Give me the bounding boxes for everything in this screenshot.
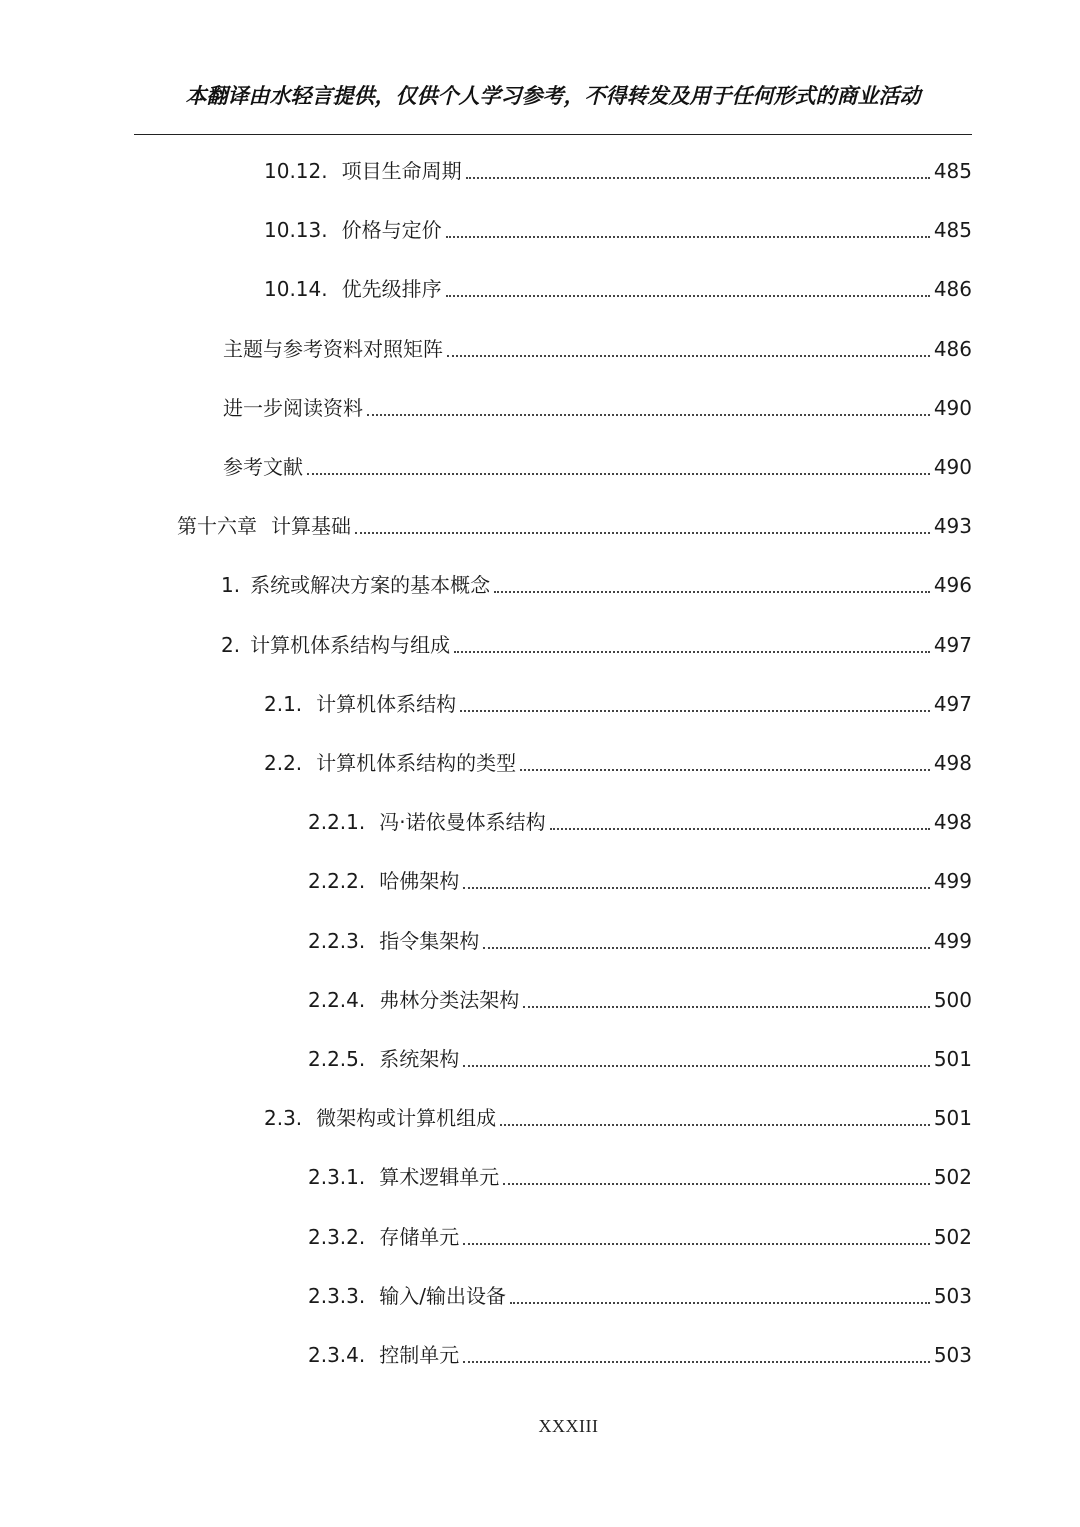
toc-entry[interactable] bbox=[308, 1275, 972, 1309]
toc-entry-title: 指令集架构 bbox=[379, 929, 480, 953]
toc-entry-page: 490 bbox=[933, 396, 972, 420]
dot-leader bbox=[463, 1224, 930, 1250]
toc-entry[interactable] bbox=[264, 209, 972, 243]
toc-entry-title: 计算机体系结构 bbox=[316, 692, 457, 716]
dot-leader bbox=[367, 395, 930, 421]
toc-entry-number: 2.3.4. bbox=[308, 1343, 366, 1367]
dot-leader bbox=[500, 1105, 930, 1131]
toc-entry-title: 计算机体系结构的类型 bbox=[316, 751, 517, 775]
dot-leader bbox=[523, 987, 930, 1013]
toc-entry[interactable] bbox=[221, 564, 972, 598]
page-header-notice: 本翻译由水轻言提供，仅供个人学习参考，不得转发及用于任何形式的商业活动 bbox=[185, 84, 921, 108]
toc-entry[interactable] bbox=[308, 1156, 972, 1190]
toc-entry-page: 499 bbox=[933, 869, 972, 893]
dot-leader bbox=[454, 632, 930, 658]
toc-entry-number: 2.3.2. bbox=[308, 1225, 366, 1249]
toc-entry-page: 500 bbox=[933, 988, 972, 1012]
toc-entry-number: 2.3.1. bbox=[308, 1165, 366, 1189]
toc-entry-number: 2.2.4. bbox=[308, 988, 366, 1012]
toc-entry-page: 485 bbox=[933, 218, 972, 242]
toc-entry-number: 2.2. bbox=[264, 751, 303, 775]
toc-entry-page: 496 bbox=[933, 573, 972, 597]
toc-entry-title: 哈佛架构 bbox=[379, 869, 460, 893]
dot-leader bbox=[494, 572, 930, 598]
toc-entry-number: 10.12. bbox=[264, 159, 328, 183]
toc-entry-number: 2. bbox=[221, 633, 241, 657]
toc-entry-title: 微架构或计算机组成 bbox=[316, 1106, 497, 1130]
toc-entry[interactable] bbox=[264, 683, 972, 717]
toc-entry-page: 503 bbox=[933, 1343, 972, 1367]
toc-entry-title: 算术逻辑单元 bbox=[379, 1165, 500, 1189]
toc-entry-title: 存储单元 bbox=[379, 1225, 460, 1249]
toc-entry-number: 2.1. bbox=[264, 692, 303, 716]
dot-leader bbox=[550, 809, 930, 835]
toc-entry-title: 计算基础 bbox=[271, 514, 351, 538]
dot-leader bbox=[460, 691, 930, 717]
toc-entry-page: 497 bbox=[933, 692, 972, 716]
toc-entry-title: 系统或解决方案的基本概念 bbox=[250, 573, 491, 597]
toc-entry-page: 498 bbox=[933, 810, 972, 834]
toc-entry-page: 497 bbox=[933, 633, 972, 657]
toc-entry-page: 485 bbox=[933, 159, 972, 183]
toc-entry-title: 主题与参考资料对照矩阵 bbox=[223, 337, 443, 361]
toc-entry-page: 490 bbox=[933, 455, 972, 479]
dot-leader bbox=[510, 1283, 930, 1309]
toc-entry[interactable] bbox=[221, 328, 972, 362]
dot-leader bbox=[446, 276, 930, 302]
toc-entry[interactable] bbox=[308, 979, 972, 1013]
dot-leader bbox=[307, 454, 930, 480]
toc-entry[interactable] bbox=[264, 742, 972, 776]
dot-leader bbox=[503, 1164, 930, 1190]
toc-entry-number: 2.2.3. bbox=[308, 929, 366, 953]
toc-entry-page: 499 bbox=[933, 929, 972, 953]
toc-entry-title: 系统架构 bbox=[379, 1047, 460, 1071]
toc-entry-number: 2.2.1. bbox=[308, 810, 366, 834]
toc-entry[interactable] bbox=[264, 268, 972, 302]
toc-entry[interactable] bbox=[308, 1038, 972, 1072]
toc-entry-title: 参考文献 bbox=[223, 455, 303, 479]
toc-entry[interactable] bbox=[308, 1334, 972, 1368]
toc-entry[interactable] bbox=[221, 446, 972, 480]
toc-entry-number: 2.3. bbox=[264, 1106, 303, 1130]
toc-entry-page: 501 bbox=[933, 1047, 972, 1071]
dot-leader bbox=[463, 1342, 930, 1368]
toc-entry[interactable] bbox=[221, 624, 972, 658]
toc-entry[interactable] bbox=[221, 387, 972, 421]
toc-entry-title: 进一步阅读资料 bbox=[223, 396, 363, 420]
toc-entry-number: 2.3.3. bbox=[308, 1284, 366, 1308]
dot-leader bbox=[355, 513, 930, 539]
toc-entry-number: 1. bbox=[221, 573, 241, 597]
toc-entry-page: 486 bbox=[933, 277, 972, 301]
toc-entry-page: 502 bbox=[933, 1165, 972, 1189]
toc-entry[interactable] bbox=[308, 1216, 972, 1250]
toc-entry-page: 503 bbox=[933, 1284, 972, 1308]
toc-entry-number: 2.2.5. bbox=[308, 1047, 366, 1071]
toc-entry-title: 价格与定价 bbox=[341, 218, 442, 242]
toc-entry-title: 输入/输出设备 bbox=[379, 1284, 506, 1308]
toc-entry[interactable] bbox=[264, 1097, 972, 1131]
toc-entry-title: 计算机体系结构与组成 bbox=[250, 633, 451, 657]
toc-entry-page: 498 bbox=[933, 751, 972, 775]
toc-entry-page: 486 bbox=[933, 337, 972, 361]
toc-entry-number: 2.2.2. bbox=[308, 869, 366, 893]
toc-entry[interactable] bbox=[308, 801, 972, 835]
toc-entry-number: 第十六章 bbox=[177, 514, 257, 538]
toc-entry[interactable] bbox=[177, 505, 972, 539]
dot-leader bbox=[447, 336, 930, 362]
toc-entry-title: 优先级排序 bbox=[341, 277, 442, 301]
toc-entry-number: 10.13. bbox=[264, 218, 328, 242]
toc-entry-title: 项目生命周期 bbox=[341, 159, 462, 183]
dot-leader bbox=[466, 158, 930, 184]
toc-entry-title: 控制单元 bbox=[379, 1343, 460, 1367]
dot-leader bbox=[483, 928, 930, 954]
dot-leader bbox=[463, 868, 930, 894]
toc-entry-title: 冯·诺依曼体系结构 bbox=[379, 810, 546, 834]
dot-leader bbox=[446, 217, 930, 243]
dot-leader bbox=[463, 1046, 930, 1072]
toc-entry-page: 502 bbox=[933, 1225, 972, 1249]
toc-entry-page: 493 bbox=[933, 514, 972, 538]
toc-entry-title: 弗林分类法架构 bbox=[379, 988, 520, 1012]
toc-entry-page: 501 bbox=[933, 1106, 972, 1130]
page-number: XXXIII bbox=[538, 1416, 599, 1436]
toc-entry-number: 10.14. bbox=[264, 277, 328, 301]
dot-leader bbox=[520, 750, 930, 776]
toc-entry[interactable] bbox=[308, 860, 972, 894]
toc-entry[interactable] bbox=[264, 150, 972, 184]
toc-entry[interactable] bbox=[308, 920, 972, 954]
